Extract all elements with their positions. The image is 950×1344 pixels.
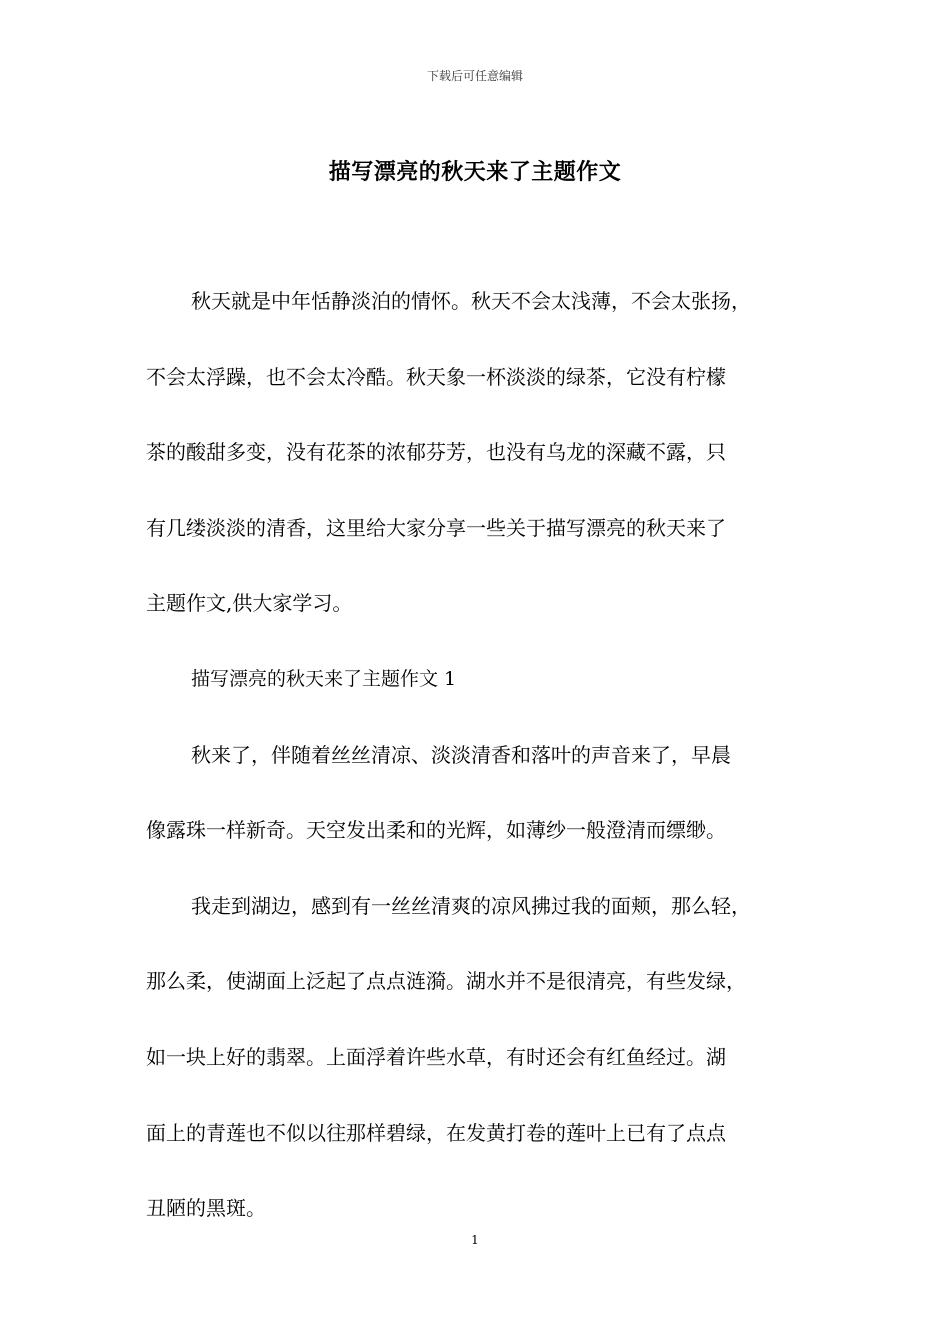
paragraph-line: 我走到湖边，感到有一丝丝清爽的凉风拂过我的面颊，那么轻， — [191, 893, 751, 918]
paragraph-morning — [146, 718, 826, 869]
document-title: 描写漂亮的秋天来了主题作文 — [328, 159, 622, 185]
paragraph-line: 丑陋的黑斑。 — [146, 1196, 266, 1221]
paragraph-line: 面上的青莲也不似以往那样碧绿，在发黄打卷的莲叶上已有了点点 — [146, 1120, 726, 1145]
document-body — [146, 264, 826, 1247]
section-heading-text: 描写漂亮的秋天来了主题作文 1 — [191, 667, 457, 690]
paragraph-line: 如一块上好的翡翠。上面浮着许些水草，有时还会有红鱼经过。湖 — [146, 1044, 726, 1069]
paragraph-line: 茶的酸甜多变，没有花茶的浓郁芬芳，也没有乌龙的深藏不露，只 — [146, 440, 726, 465]
page-number: 1 — [471, 1233, 479, 1247]
paragraph-line: 主题作文,供大家学习。 — [146, 591, 353, 616]
paragraph-lake — [146, 869, 826, 1247]
paragraph-line: 秋来了，伴随着丝丝清凉、淡淡清香和落叶的声音来了，早晨 — [191, 742, 731, 767]
paragraph-line: 有几缕淡淡的清香，这里给大家分享一些关于描写漂亮的秋天来了 — [146, 515, 726, 540]
paragraph-line: 不会太浮躁，也不会太冷酷。秋天象一杯淡淡的绿茶，它没有柠檬 — [146, 364, 726, 389]
paragraph-line: 那么柔，使湖面上泛起了点点涟漪。湖水并不是很清亮，有些发绿， — [146, 969, 746, 994]
section-heading — [146, 642, 826, 718]
paragraph-line: 秋天就是中年恬静淡泊的情怀。秋天不会太浅薄，不会太张扬， — [191, 289, 751, 313]
paragraph-line: 像露珠一样新奇。天空发出柔和的光辉，如薄纱一般澄清而缥缈。 — [146, 818, 726, 843]
paragraph-intro — [146, 264, 826, 642]
header-note: 下载后可任意编辑 — [426, 69, 523, 83]
